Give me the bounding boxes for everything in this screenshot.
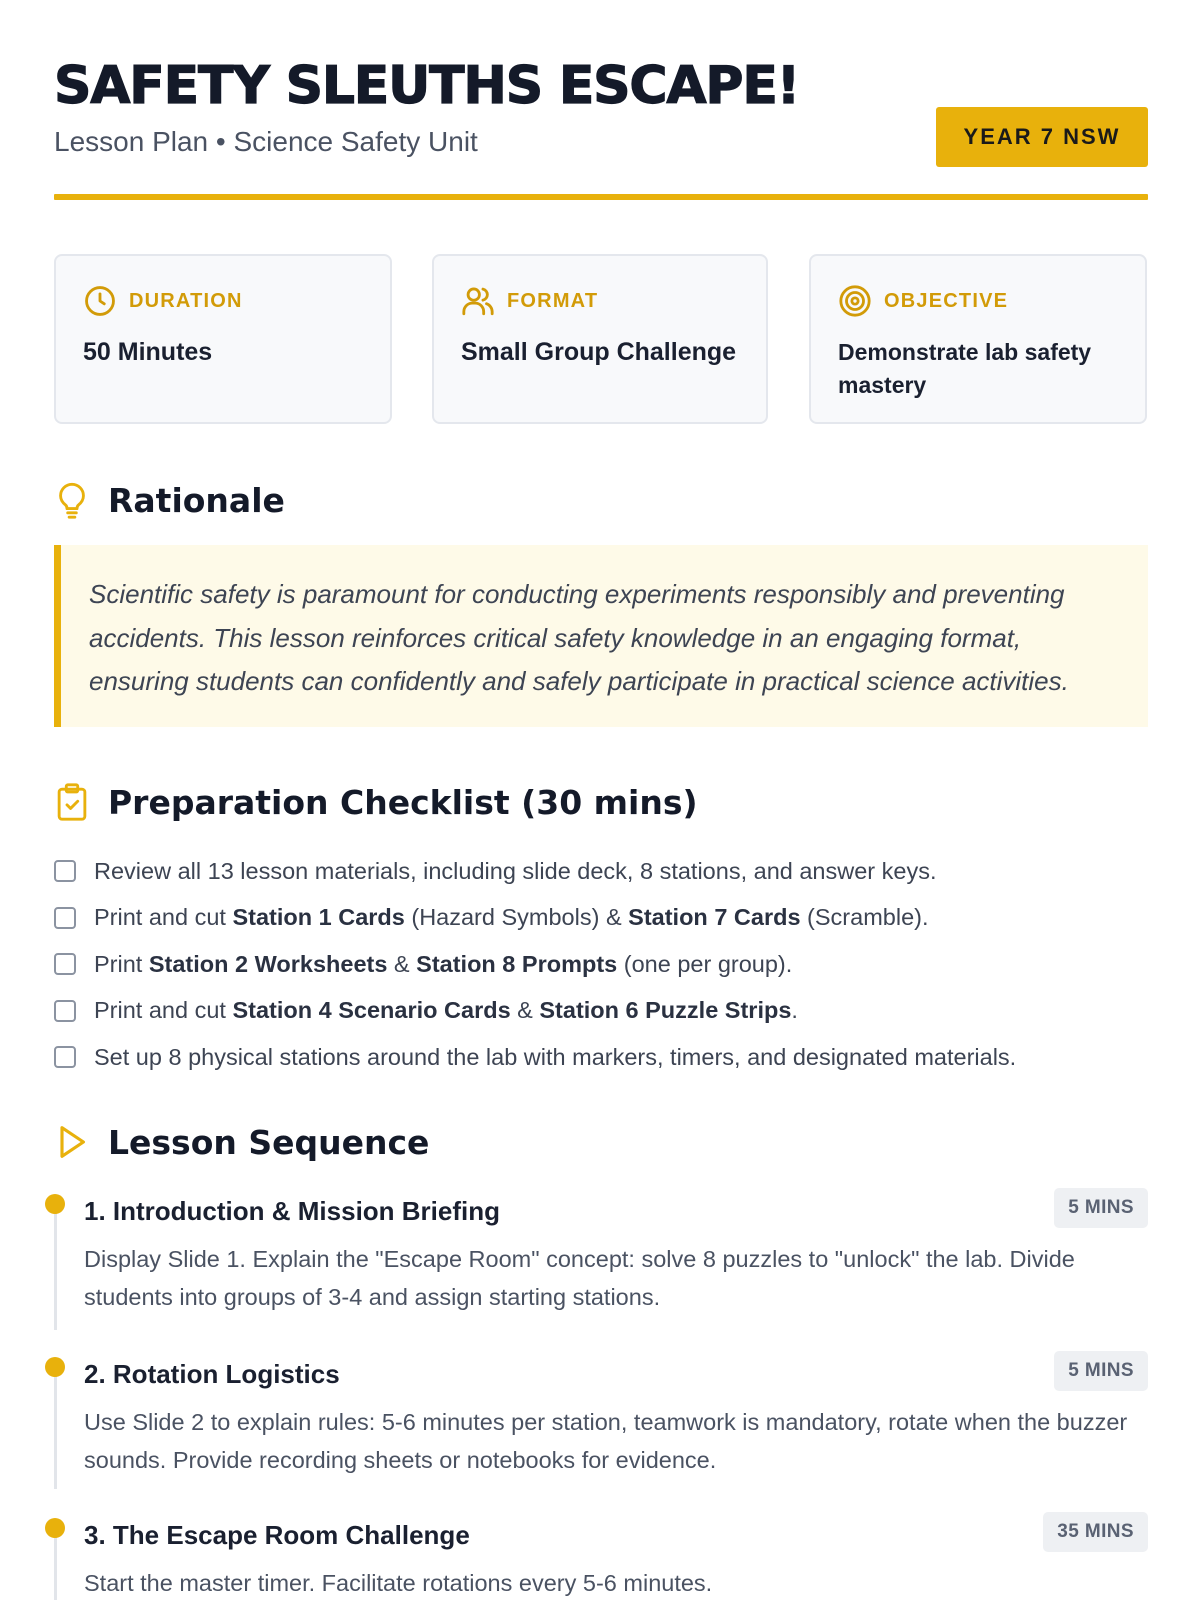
- timeline-dot: [45, 1194, 65, 1214]
- info-cards: [54, 254, 1148, 424]
- checklist-item-emphasis: Station 4 Scenario Cards: [232, 997, 511, 1024]
- checklist-item-emphasis: Station 7 Cards: [628, 904, 801, 931]
- step-description: Start the master timer. Facilitate rotations every 5-6 minutes.: [84, 1570, 713, 1596]
- checklist-item-run: (Scramble).: [800, 904, 929, 931]
- step-description: Use Slide 2 to explain rules: 5-6 minutes per station, teamwork is mandatory, rotate when the buzzer sounds. Provide recording sheets or notebooks for evidence.: [84, 1409, 1128, 1473]
- timeline-dot: [45, 1357, 65, 1377]
- checklist-item-run: Set up 8 physical stations around the lab with markers, timers, and designated materials.: [94, 1043, 1017, 1070]
- checklist-item-run: Review all 13 lesson materials, including slide deck, 8 stations, and answer keys.: [94, 857, 937, 884]
- step-duration-badge: 35 MINS: [1043, 1512, 1148, 1552]
- checklist-checkbox[interactable]: [54, 1000, 76, 1022]
- format-card: [432, 254, 768, 424]
- timeline-dot: [45, 1518, 65, 1538]
- clock-icon: [83, 284, 117, 318]
- checklist-checkbox[interactable]: [54, 860, 76, 882]
- format-value: Small Group Challenge: [461, 338, 737, 366]
- checklist-item-text: [94, 997, 798, 1024]
- rationale-heading: [54, 480, 285, 520]
- step-duration-badge: 5 MINS: [1054, 1351, 1148, 1391]
- duration-card: [54, 254, 392, 424]
- checklist-item-text: [94, 1044, 1016, 1071]
- checklist-item: [54, 848, 1148, 895]
- objective-value: Demonstrate lab safety mastery: [838, 339, 1092, 398]
- timeline-line: [54, 1204, 57, 1330]
- checklist-item-emphasis: Station 6 Puzzle Strips: [539, 997, 792, 1024]
- format-label: FORMAT: [507, 289, 599, 312]
- checklist-heading: [54, 782, 698, 822]
- duration-label: DURATION: [129, 289, 243, 312]
- objective-card: [809, 254, 1147, 424]
- checklist-item-emphasis: Station 1 Cards: [232, 904, 405, 931]
- sequence-title: Lesson Sequence: [108, 1122, 430, 1162]
- duration-value: 50 Minutes: [83, 338, 213, 366]
- checklist-item: [54, 1034, 1148, 1081]
- users-icon: [461, 284, 495, 318]
- checklist-item: [54, 941, 1148, 988]
- rationale-title: Rationale: [108, 480, 285, 520]
- checklist-item-run: Print and cut: [94, 997, 233, 1024]
- timeline-line: [54, 1367, 57, 1489]
- checklist-item-run: Print and cut: [94, 904, 233, 931]
- step-title: 1. Introduction & Mission Briefing: [84, 1196, 500, 1226]
- checklist-item: [54, 988, 1148, 1035]
- lightbulb-icon: [54, 480, 90, 520]
- checklist-item-run: (one per group).: [617, 950, 793, 977]
- step-title: 3. The Escape Room Challenge: [84, 1520, 470, 1550]
- play-icon: [54, 1122, 90, 1162]
- checklist-item-text: [94, 858, 937, 885]
- step-description: Display Slide 1. Explain the "Escape Room" concept: solve 8 puzzles to "unlock" the lab. Divide students into groups of 3-4 and assign starting stations.: [84, 1246, 1075, 1310]
- checklist-item-emphasis: Station 8 Prompts: [416, 950, 618, 977]
- checklist-item-run: &: [387, 950, 417, 977]
- checklist-item: [54, 895, 1148, 942]
- header-divider: [54, 194, 1148, 200]
- timeline-line: [54, 1528, 57, 1600]
- checklist-title: Preparation Checklist (30 mins): [108, 782, 698, 822]
- rationale-text: Scientific safety is paramount for conducting experiments responsibly and preventing accidents. This lesson reinforces critical safety knowledge in an engaging format, ensuring students can confidently and safely participate in practical science activities.: [89, 579, 1069, 696]
- year-level-badge: YEAR 7 NSW: [936, 107, 1148, 167]
- checklist-item-run: .: [791, 997, 798, 1024]
- checklist-item-text: [94, 951, 792, 978]
- lesson-plan-page: [54, 0, 1148, 1596]
- clipboard-check-icon: [54, 782, 90, 822]
- checklist-checkbox[interactable]: [54, 953, 76, 975]
- page-subtitle: Lesson Plan • Science Safety Unit: [54, 126, 478, 157]
- target-icon: [838, 284, 872, 318]
- preparation-checklist: [54, 848, 1148, 1081]
- step-title: 2. Rotation Logistics: [84, 1359, 340, 1389]
- rationale-callout: [54, 545, 1148, 727]
- checklist-checkbox[interactable]: [54, 907, 76, 929]
- page-title: SAFETY SLEUTHS ESCAPE!: [54, 56, 800, 116]
- step-duration-badge: 5 MINS: [1054, 1188, 1148, 1228]
- checklist-item-run: &: [510, 997, 540, 1024]
- checklist-item-run: Print: [94, 950, 149, 977]
- sequence-heading: [54, 1122, 429, 1162]
- checklist-item-emphasis: Station 2 Worksheets: [148, 950, 388, 977]
- checklist-item-run: (Hazard Symbols) &: [404, 904, 629, 931]
- checklist-checkbox[interactable]: [54, 1046, 76, 1068]
- checklist-item-text: [94, 904, 929, 931]
- objective-label: OBJECTIVE: [884, 289, 1009, 312]
- header: [54, 0, 1148, 200]
